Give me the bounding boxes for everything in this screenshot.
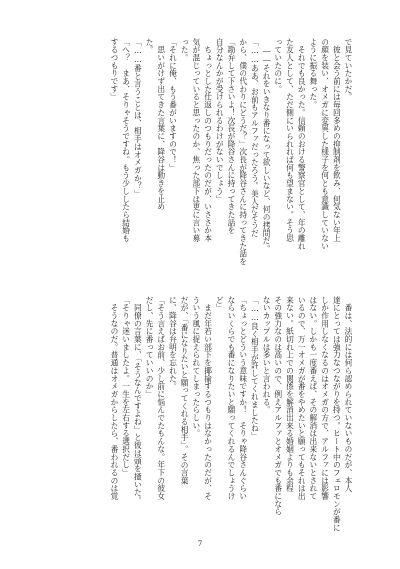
text-line: に、降谷は弁明を忘れた。 [168,296,178,391]
text-line: っていたのに。 [273,38,283,93]
text-line: だし、先に番っていいのか」 [145,296,155,399]
text-line: はない。しかも一度番えば、その解消は出来ないとされて [308,296,318,501]
text-line: それでも良かった。信頼のおける警察官として、年の離れ [297,38,307,250]
text-line: 気が混じっていると思ったのか、焦った部下は更に言い募 [191,38,201,243]
text-line: 「そう言えばお前、少し前に悩んでたもんな。年下の彼女 [156,296,166,501]
text-line: 「勘弁して下さいよ！次長が降谷さんに持ってきた話を [226,38,236,235]
text-line: から、僕の代わりにどうだ？」次長が降谷さんに持ってきた話を [238,38,248,266]
text-line: 達にとっては強力なつながりを持つ。ヒート中のフェロモンが番に [332,296,342,532]
text-line: で見ていたかだ。 [344,38,353,101]
text-line: 「ちょっとどういう意味ですか！ そりゃ降谷さんぐらい [238,296,248,501]
text-line: った。 [180,38,190,62]
text-line: ならいくらでも番になりたいと願ってくれるんでしょうけ [226,296,236,501]
text-column-top [42,38,354,278]
text-line: 同僚の言葉に、「そうなんですよね」と彼は頭を掻いた。 [133,296,143,505]
text-line: ど」 [215,296,225,312]
text-line: た。 [145,38,155,54]
page-number: 7 [197,540,203,548]
text-line: 彼と会う前には毎回多めの抑制剤を飲み、何気ない年上 [332,38,342,243]
text-line: 「それに俺、もう番がいますので！」 [168,38,178,172]
text-line: 「……番と言うことは、相手はオメガか？」 [133,38,143,198]
text-line: 「そりゃ迷いましたよ。一生を左右する選択だし」 [121,296,131,477]
text-line: 思いがけず出てきた言葉に、降谷は動きを止め [156,38,166,211]
text-line: 自分なんかが受けられるわけがないでしょう」 [215,38,225,203]
text-line: そうなのだ。普通はオメガからしたら、番われるのは覚 [109,296,119,501]
text-line: た友人として、ただ側にいられれば何も望まない。そう思 [285,38,295,243]
text-line: ういう風に捉えられてしまったらしい。 [191,296,201,438]
text-line: しか作用しなくなるのはオメガの方で、アルファには影響 [320,296,330,501]
text-line: ないカップルは多いと言われる。 [262,296,272,414]
text-line: まだ年若い部下を揶揄するつもりはなかったのだが、そ [203,296,213,501]
text-line: 番は、法的には何ら認められていないものだが、本人 [344,296,353,493]
text-line: の顔を装い、オメガに変異した様子を何とも意識していない [320,38,330,250]
text-line: その強力なのは高いので、例えアルファとオメガでも番になら [273,296,283,516]
text-line: 「へ？ まあ、そりゃそうですね。もう少ししたら結婚も [121,38,131,243]
text-column-bottom [42,296,354,532]
text-line: 「……ああ、お前もアルファだったろう。美人だそうだ [250,38,260,237]
text-line: いるので、万一オメガが番をやめたいと願ってもそれは出 [297,296,307,501]
text-line: 来ない。紙切れ上での関係を解消出来る婚姻よりも余程 [285,296,295,493]
text-line: だが、「番になりたいと願ってくれる相手」。その言葉 [180,296,190,485]
text-line: ――それをいきなり番になって欲しいなど、何の拷問だ。 [262,38,272,253]
text-line: 「……良く相手が許してくれましたね」 [250,296,260,440]
text-line: するつもりです」 [109,38,119,101]
text-line: ように振る舞った。 [308,38,318,109]
text-line: ちょっとした仕返しのつもりだったのだが、いささか本 [203,38,213,243]
